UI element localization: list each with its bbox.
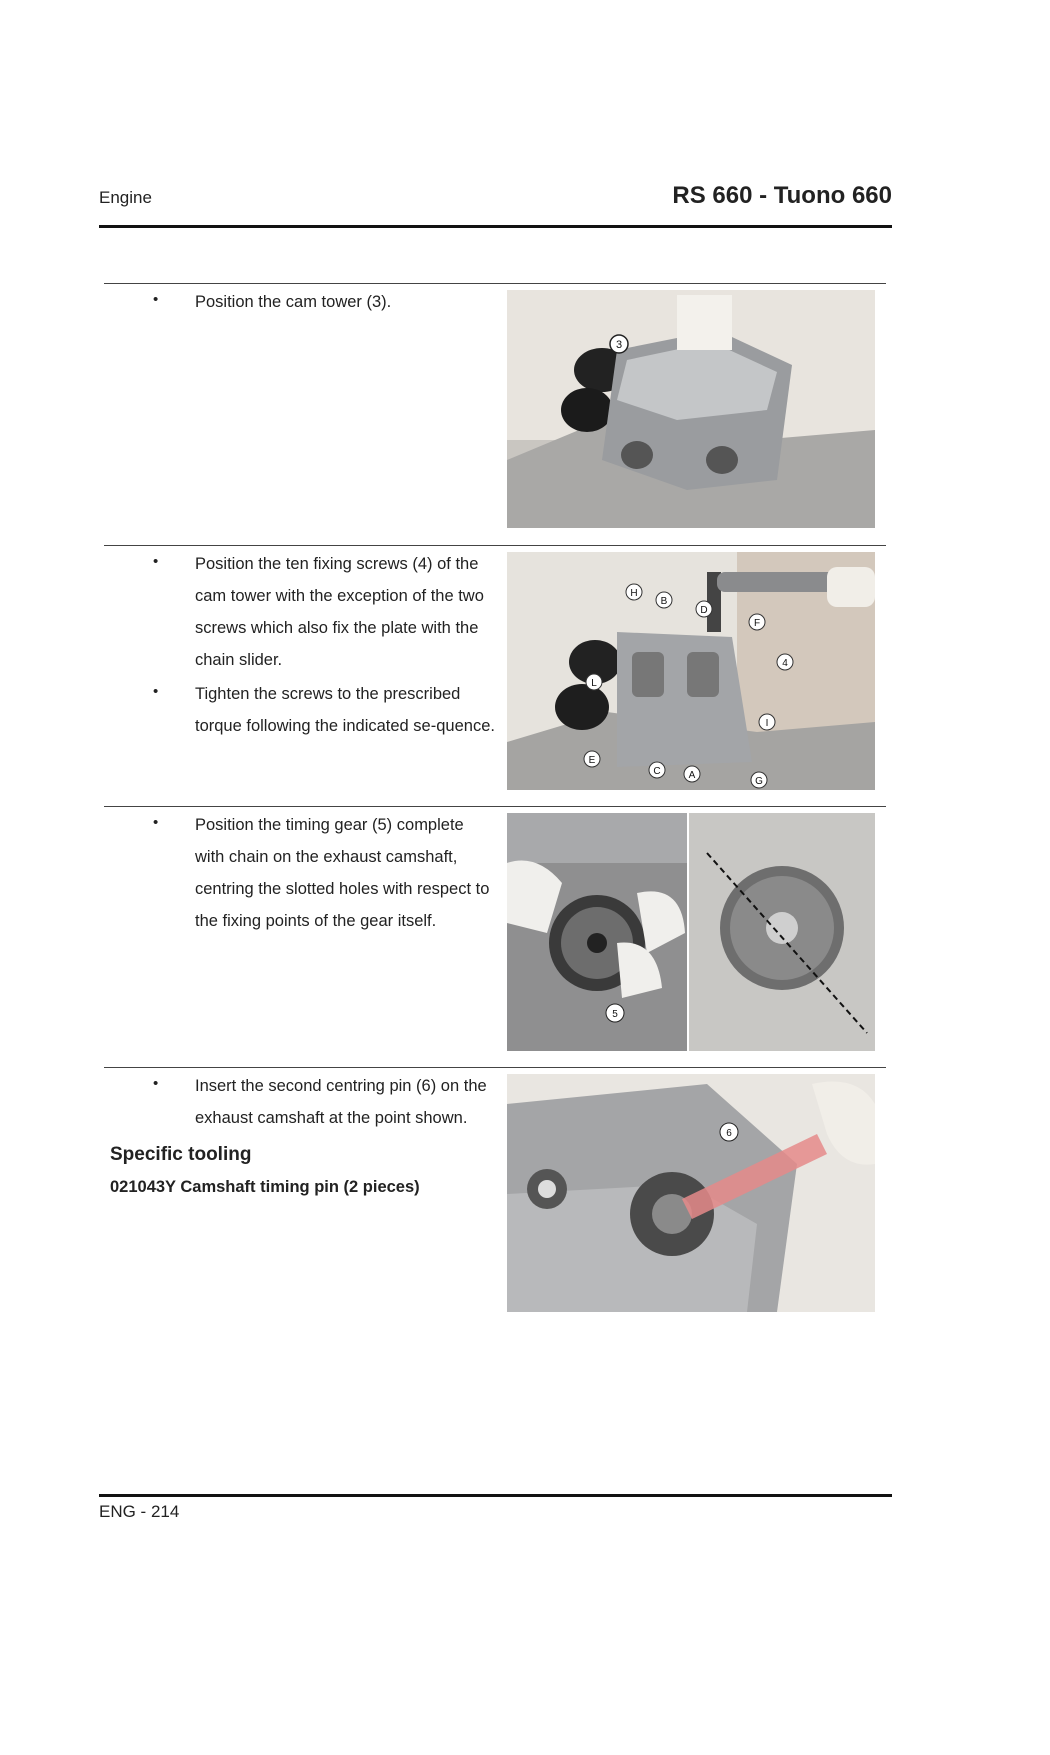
header-rule (99, 225, 892, 228)
photo-callout-label: H (630, 588, 638, 599)
photo-callout-label: F (753, 618, 761, 629)
photo-callout-label: 4 (782, 658, 788, 669)
header-model: RS 660 - Tuono 660 (672, 182, 892, 209)
timing-gear-photo (507, 813, 875, 1051)
photo-callout-label: A (688, 770, 696, 781)
tooling-item: 021043Y Camshaft timing pin (2 pieces) (110, 1178, 420, 1196)
bullet-item: • Position the cam tower (3). (104, 284, 504, 318)
step-row-3 (104, 806, 886, 1065)
specific-tooling-heading: Specific tooling (110, 1144, 252, 1165)
photo-callout-label: I (765, 718, 769, 729)
photo-callout-label: C (653, 766, 661, 777)
photo-callout-label: B (660, 596, 668, 607)
bullet-item: • Insert the second centring pin (6) on the exhaust camshaft at the point shown. (104, 1068, 504, 1134)
centring-pin-photo (507, 1074, 875, 1312)
bullet-item: • Tighten the screws to the prescribed torque following the indicated se-quence. (104, 676, 504, 742)
step-text-2 (104, 546, 504, 742)
cam-tower-photo (507, 290, 875, 528)
page-number: ENG - 214 (99, 1502, 180, 1521)
step-text-4 (104, 1068, 504, 1197)
bullet-item: • Position the timing gear (5) complete with chain on the exhaust camshaft, centring the slotted holes with respect to the fixing points of the gear itself. (104, 807, 504, 937)
photo-callout-label: L (591, 678, 597, 689)
step-text-3 (104, 807, 504, 937)
screw-sequence-photo (507, 552, 875, 790)
photo-callout-label: 3 (615, 339, 623, 351)
photo-callout-label: D (700, 605, 708, 616)
footer-rule (99, 1494, 892, 1497)
header-section: Engine (99, 188, 152, 207)
step-row-1 (104, 283, 886, 542)
photo-callout-label: 5 (612, 1009, 618, 1020)
step-row-4 (104, 1067, 886, 1326)
photo-callout-label: 6 (726, 1128, 732, 1139)
step-row-2 (104, 545, 886, 804)
bullet-item: • Position the ten fixing screws (4) of the cam tower with the exception of the two screws which also fix the plate with the chain slider. (104, 546, 504, 676)
step-text-1 (104, 284, 504, 318)
photo-callout-label: E (588, 755, 596, 766)
photo-callout-label: G (755, 776, 763, 787)
